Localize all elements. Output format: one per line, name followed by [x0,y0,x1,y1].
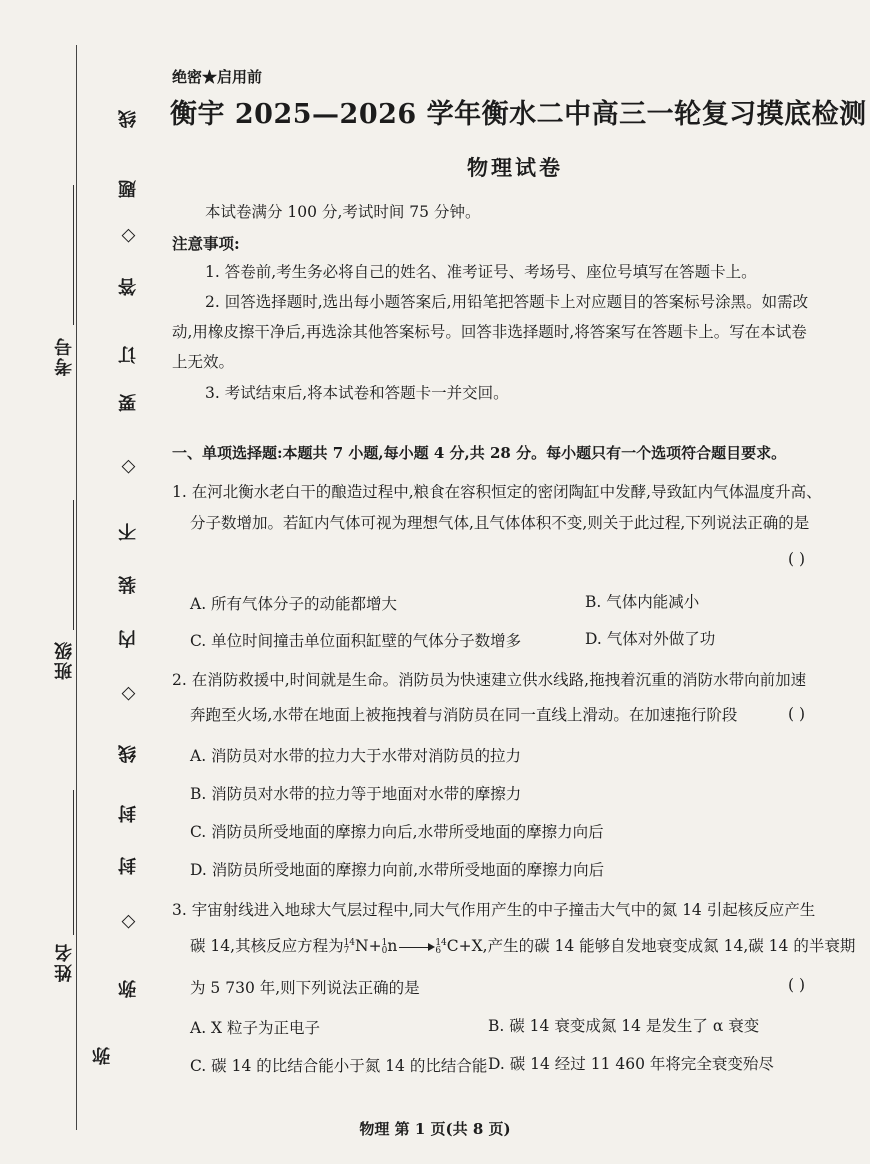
reaction-arrow [399,947,433,948]
page-title: 衡宇 2025—2026 学年衡水二中高三一轮复习摸底检测 [170,99,867,130]
page-subtitle: 物理试卷 [467,155,563,180]
page-footer: 物理 第 1 页(共 8 页) [359,1120,511,1138]
carbon-symbol: C [446,937,459,955]
answer-bracket: ( ) [788,705,806,723]
seal-char: 不 [118,523,139,541]
question-3-stem: 碳 14,其核反应方程为 [190,937,344,955]
n14-mass-number: 14 [343,937,356,948]
section-heading: 一、单项选择题:本题共 7 小题,每小题 4 分,共 28 分。每小题只有一个选项符合题目要求。 [172,444,787,462]
question-3-stem-line [190,936,855,956]
notice-item: 2. 回答选择题时,选出每小题答案后,用铅笔把答题卡上对应题目的答案标号涂黑。如需改 [205,293,809,311]
name-label: 姓名 [54,942,75,982]
seal-char: 题 [118,180,139,198]
option-c: C. 单位时间撞击单位面积缸壁的气体分子数增多 [190,632,522,650]
seal-diamond: ◇ [118,226,139,247]
option-c: C. 碳 14 的比结合能小于氮 14 的比结合能 [190,1057,488,1075]
n14-atomic-number: 7 [343,946,350,956]
option-d: D. 气体对外做了功 [585,630,716,648]
class-blank[interactable] [73,500,74,630]
seal-char: 内 [118,630,139,648]
class-label: 班级 [54,640,75,680]
seal-char: 弥 [118,980,139,998]
notice-item: 上无效。 [172,353,235,371]
question-3-stem: ,产生的碳 14 能够自发地衰变成氮 14,碳 14 的半衰期 [482,937,856,955]
exam-no-blank[interactable] [73,185,74,325]
option-a: A. X 粒子为正电子 [190,1019,321,1037]
question-3-stem: 为 5 730 年,则下列说法正确的是 [190,979,420,997]
answer-bracket: ( ) [788,550,806,568]
seal-diamond: ◇ [118,684,139,705]
seal-diamond: ◇ [118,457,139,478]
equation-tail: +X [458,937,483,955]
neutron-mass-number: 1 [381,937,388,948]
seal-char: 装 [118,576,139,594]
option-d: D. 碳 14 经过 11 460 年将完全衰变殆尽 [488,1055,774,1073]
plus-sign: + [368,937,382,955]
seal-char: 封 [118,857,139,875]
seal-char: 订 [118,346,139,364]
notice-item: 动,用橡皮擦干净后,再选涂其他答案标号。回答非选择题时,将答案写在答题卡上。写在本试卷 [172,323,807,341]
seal-char: 要 [118,394,139,412]
option-b: B. 碳 14 衰变成氮 14 是发生了 α 衰变 [488,1017,760,1035]
notice-heading: 注意事项: [172,234,240,253]
question-2-stem: 奔跑至火场,水带在地面上被拖拽着与消防员在同一直线上滑动。在加速拖行阶段 [190,706,738,724]
seal-char: 弥 [92,1045,113,1065]
exam-no-label: 考号 [54,336,75,376]
neutron-charge-number: 0 [381,946,388,956]
notice-item: 1. 答卷前,考生务必将自己的姓名、准考证号、考场号、座位号填写在答题卡上。 [205,263,757,281]
nuclear-equation [344,936,483,956]
exam-intro: 本试卷满分 100 分,考试时间 75 分钟。 [205,203,481,221]
confidential-mark: 绝密★启用前 [172,68,263,86]
question-2-stem: 2. 在消防救援中,时间就是生命。消防员为快速建立供水线路,拖拽着沉重的消防水带向前加速 [172,671,807,689]
question-1-stem: 分子数增加。若缸内气体可视为理想气体,且气体体积不变,则关于此过程,下列说法正确的是 [190,514,810,532]
seal-char: 线 [118,745,139,763]
neutron-symbol: n [387,937,398,955]
nitrogen-symbol: N [355,937,369,955]
seal-char: 答 [118,278,139,296]
c14-mass-number: 14 [435,937,447,948]
seal-diamond: ◇ [118,912,139,933]
c14-atomic-number: 6 [435,946,442,956]
name-blank[interactable] [73,790,74,935]
seal-char: 线 [118,110,139,128]
option-c: C. 消防员所受地面的摩擦力向后,水带所受地面的摩擦力向后 [190,823,604,841]
answer-bracket: ( ) [788,976,806,994]
notice-item: 3. 考试结束后,将本试卷和答题卡一并交回。 [205,384,509,402]
question-1-stem: 1. 在河北衡水老白干的酿造过程中,粮食在容积恒定的密闭陶缸中发酵,导致缸内气体温度升高、 [172,483,822,501]
question-3-stem: 3. 宇宙射线进入地球大气层过程中,同大气作用产生的中子撞击大气中的氮 14 引起核反应产生 [172,901,816,919]
option-a: A. 消防员对水带的拉力大于水带对消防员的拉力 [190,747,522,765]
option-b: B. 消防员对水带的拉力等于地面对水带的摩擦力 [190,785,522,803]
option-d: D. 消防员所受地面的摩擦力向前,水带所受地面的摩擦力向后 [190,861,605,879]
option-a: A. 所有气体分子的动能都增大 [190,595,398,613]
seal-char: 封 [118,805,139,823]
binding-margin [0,0,160,1164]
option-b: B. 气体内能减小 [585,593,700,611]
